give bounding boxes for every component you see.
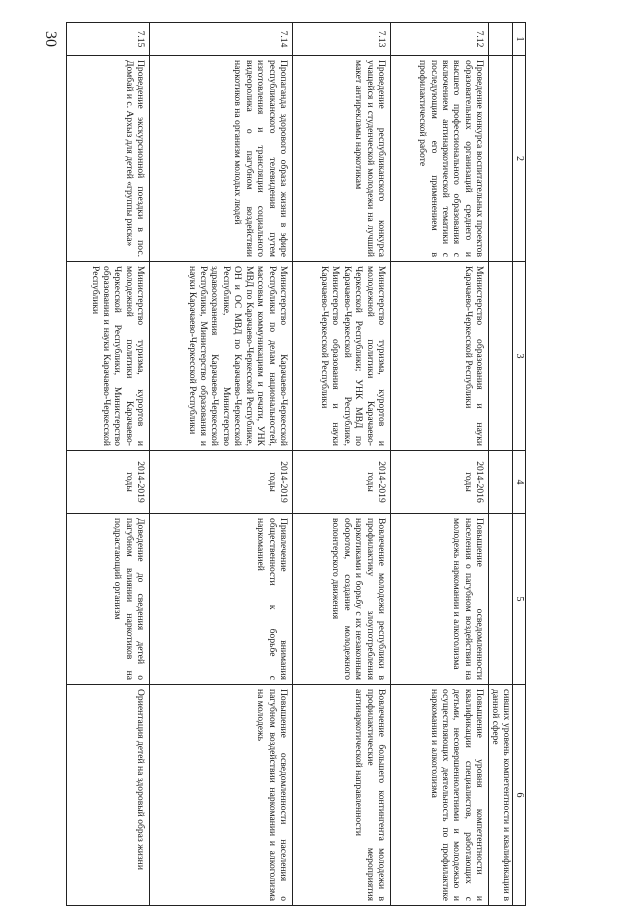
result-cell: Вовлечение молодежи республики в профилактику злоупотребления наркотиками и борьбу с их незаконным оборотом, создание молодежного волонтерского движения xyxy=(292,514,390,685)
period-cell: 2014-2019 годы xyxy=(292,451,390,514)
program-events-table xyxy=(66,22,526,906)
executor-cell: Министерство образования и науки Карачаево-Черкесской Республики xyxy=(391,262,489,451)
effect-cell: сивших уровень компетентности и квалификации в данной сфере xyxy=(489,685,513,906)
row-number: 7.12 xyxy=(391,23,489,56)
table-row xyxy=(67,23,150,906)
period-cell: 2014-2019 годы xyxy=(67,451,150,514)
row-number xyxy=(489,23,513,56)
row-number: 7.15 xyxy=(67,23,150,56)
column-header: 2 xyxy=(513,56,526,262)
table-row xyxy=(391,23,489,906)
table-row xyxy=(489,23,513,906)
period-cell: 2014-2016 годы xyxy=(391,451,489,514)
executor-cell: Министерство туризма, курортов и молодежной политики Карачаево-Черкесской Республики, Министерство образования и науки Карачаево-Черкесской Республики xyxy=(67,262,150,451)
period-cell xyxy=(489,451,513,514)
row-number: 7.13 xyxy=(292,23,390,56)
event-cell: Пропаганда здорового образа жизни в эфире республиканского телевидения путем изготовления и трансляции социального видеоролика о пагубном воздействии наркотиков на организм молодых людей xyxy=(150,56,293,262)
executor-cell: Министерство туризма, курортов и молодежной политики Карачаево-Черкесской Республики; УНК МВД по Карачаево-Черкесской Республике, Министерство образования и науки Карачаево-Черкесской Республики xyxy=(292,262,390,451)
table-header-row xyxy=(513,23,526,906)
event-cell: Проведение конкурса воспитательных проектов образовательных организаций среднего и высшего профессионального образования с включением антинаркотической тематики с последующим его применением в профилактической работе xyxy=(391,56,489,262)
result-cell xyxy=(489,514,513,685)
effect-cell: Вовлечение большего контингента молодежи в профилактические мероприятия антинаркотической направленности xyxy=(292,685,390,906)
effect-cell: Повышение осведомленности населения о пагубном воздействии наркомании и алкоголизма на молодежь xyxy=(150,685,293,906)
result-cell: Доведение до сведения детей о пагубном влиянии наркотиков на подрастающий организм xyxy=(67,514,150,685)
table-row xyxy=(150,23,293,906)
event-cell: Проведение экскурсионной поездки в пос. Домбай и с. Архыз для детей «группы риска» xyxy=(67,56,150,262)
effect-cell: Повышение уровня компетентности и квалификации специалистов, работающих с детьми, несовершеннолетними и молодежью и осуществляющих деятельность по профилактике наркомании и алкоголизма xyxy=(391,685,489,906)
executor-cell: Министерство Карачаево-Черкесской Республики по делам национальностей, массовым коммуникациям и печати, УНК МВД по Карачаево-Черкесской Республике, ОН и ОС МВД по Карачаево-Черкесской Республике, Министерство здравоохранения Карачаево-Черкесской Республики, Министерство образования и науки Карачаево-Черкесской Республики xyxy=(150,262,293,451)
column-header: 4 xyxy=(513,451,526,514)
page-number: 30 xyxy=(42,31,59,47)
result-cell: Привлечение внимания общественности к борьбе с наркоманией xyxy=(150,514,293,685)
effect-cell: Ориентация детей на здоровый образ жизни xyxy=(67,685,150,906)
column-header: 5 xyxy=(513,514,526,685)
event-cell: Проведение республиканского конкурса учащейся и студенческой молодежи на лучший макет антирекламы наркотикам xyxy=(292,56,390,262)
table-row xyxy=(292,23,390,906)
executor-cell xyxy=(489,262,513,451)
column-header: 1 xyxy=(513,23,526,56)
row-number: 7.14 xyxy=(150,23,293,56)
result-cell: Повышение осведомленности населения о пагубном воздействии на молодежь наркомании и алкоголизма xyxy=(391,514,489,685)
column-header: 6 xyxy=(513,685,526,906)
rotated-page-frame xyxy=(66,22,526,899)
column-header: 3 xyxy=(513,262,526,451)
period-cell: 2014-2019 годы xyxy=(150,451,293,514)
event-cell xyxy=(489,56,513,262)
